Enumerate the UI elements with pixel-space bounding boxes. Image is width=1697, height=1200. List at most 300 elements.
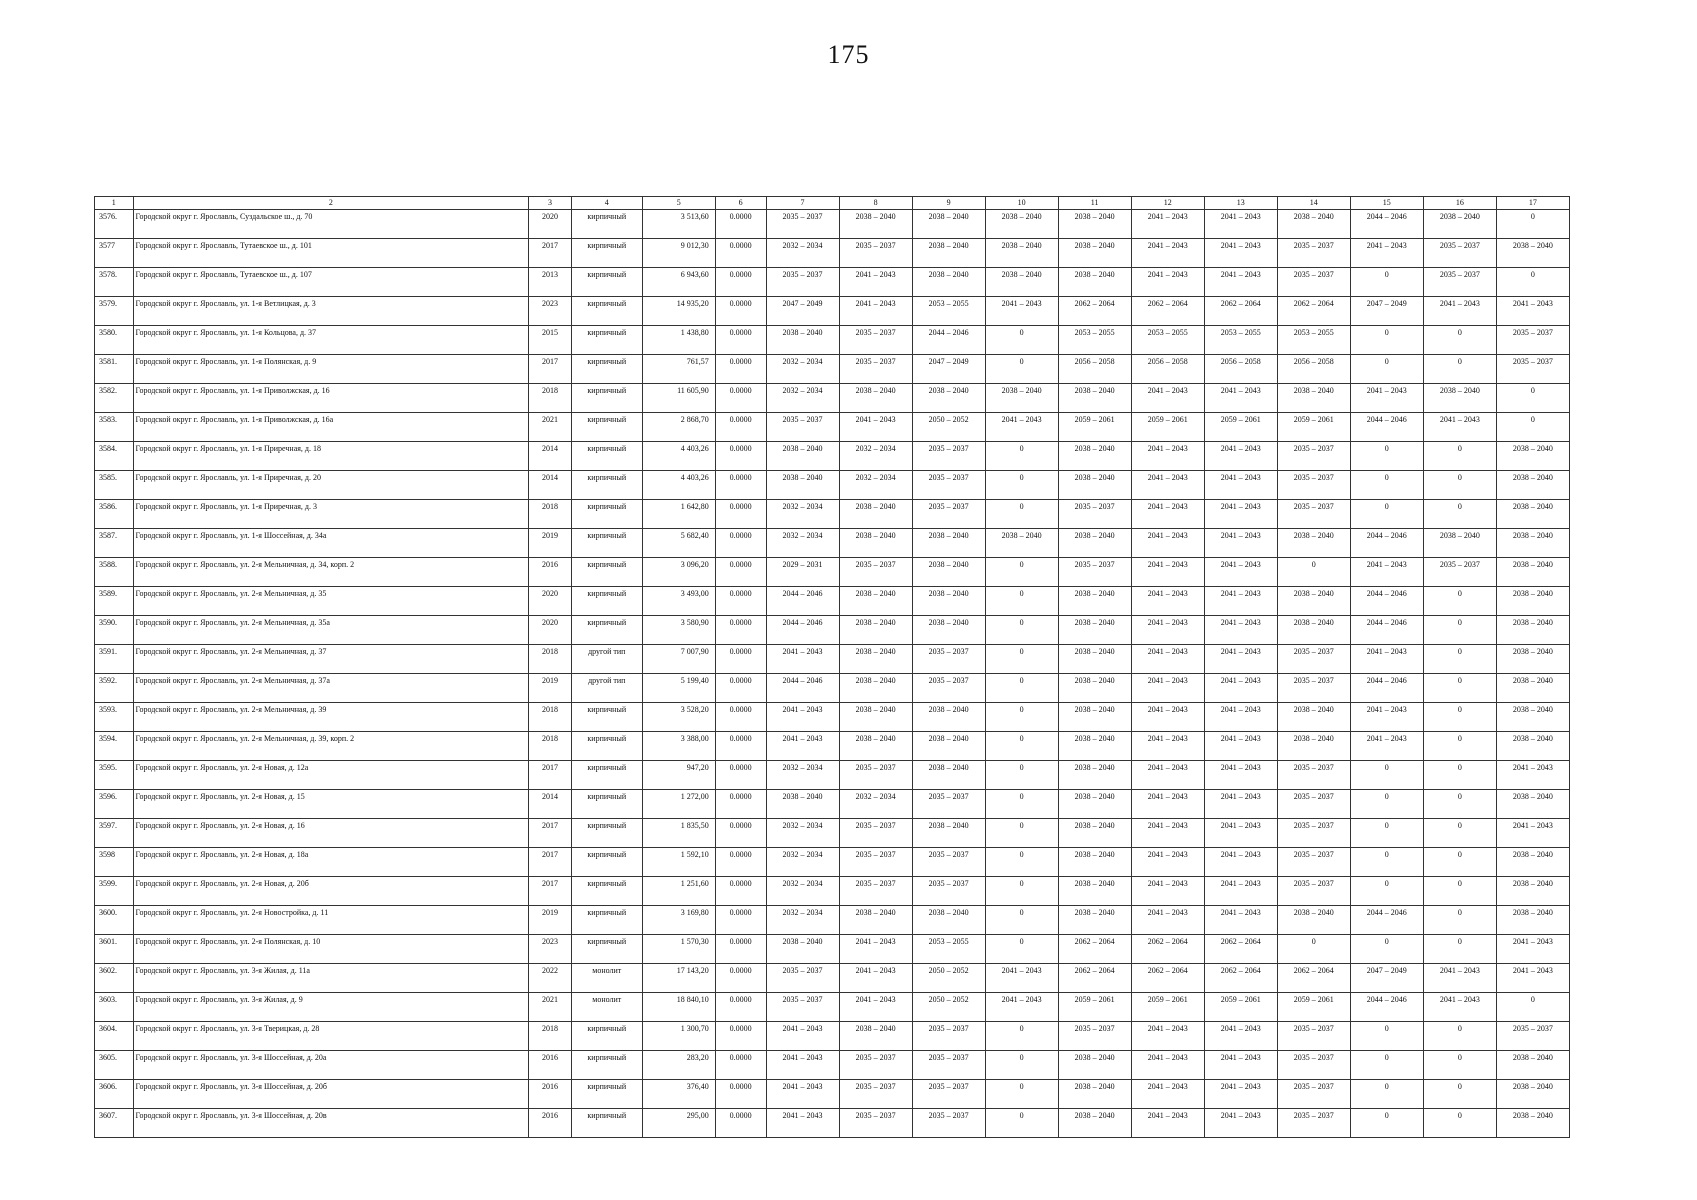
cell-area: 2 868,70: [642, 413, 715, 442]
cell-period-17: 2038 – 2040: [1496, 471, 1569, 500]
cell-period-10: 2041 – 2043: [985, 964, 1058, 993]
cell-area: 3 169,80: [642, 906, 715, 935]
cell-period-12: 2041 – 2043: [1131, 877, 1204, 906]
cell-period-13: 2041 – 2043: [1204, 819, 1277, 848]
cell-period-10: 0: [985, 848, 1058, 877]
cell-period-13: 2062 – 2064: [1204, 935, 1277, 964]
cell-period-14: 2053 – 2055: [1277, 326, 1350, 355]
column-header: 8: [839, 197, 912, 210]
cell-year: 2014: [529, 790, 572, 819]
cell-row-number: 3603.: [95, 993, 134, 1022]
cell-period-14: 2035 – 2037: [1277, 645, 1350, 674]
cell-period-12: 2059 – 2061: [1131, 993, 1204, 1022]
cell-period-7: 2032 – 2034: [766, 877, 839, 906]
cell-area: 1 272,00: [642, 790, 715, 819]
column-header: 13: [1204, 197, 1277, 210]
cell-period-13: 2041 – 2043: [1204, 1051, 1277, 1080]
cell-period-9: 2038 – 2040: [912, 587, 985, 616]
cell-year: 2018: [529, 1022, 572, 1051]
table-row: [95, 210, 1570, 239]
cell-period-9: 2035 – 2037: [912, 1080, 985, 1109]
cell-period-11: 2038 – 2040: [1058, 1080, 1131, 1109]
cell-period-12: 2041 – 2043: [1131, 819, 1204, 848]
cell-period-7: 2029 – 2031: [766, 558, 839, 587]
cell-address: Городской округ г. Ярославль, ул. 2-я Новая, д. 15: [133, 790, 529, 819]
cell-period-16: 0: [1423, 848, 1496, 877]
cell-period-13: 2041 – 2043: [1204, 210, 1277, 239]
cell-period-12: 2041 – 2043: [1131, 1051, 1204, 1080]
cell-row-number: 3582.: [95, 384, 134, 413]
cell-period-17: 2038 – 2040: [1496, 587, 1569, 616]
cell-year: 2013: [529, 268, 572, 297]
cell-share: 0.0000: [715, 1080, 766, 1109]
cell-area: 1 835,50: [642, 819, 715, 848]
cell-period-15: 0: [1350, 1022, 1423, 1051]
cell-period-11: 2038 – 2040: [1058, 848, 1131, 877]
cell-period-16: 2041 – 2043: [1423, 993, 1496, 1022]
cell-period-12: 2041 – 2043: [1131, 848, 1204, 877]
cell-period-15: 0: [1350, 819, 1423, 848]
cell-wall-material: кирпичный: [571, 1022, 642, 1051]
cell-area: 1 251,60: [642, 877, 715, 906]
cell-period-14: 2038 – 2040: [1277, 732, 1350, 761]
cell-period-8: 2038 – 2040: [839, 1022, 912, 1051]
cell-period-13: 2041 – 2043: [1204, 848, 1277, 877]
cell-year: 2017: [529, 819, 572, 848]
cell-period-17: 2041 – 2043: [1496, 935, 1569, 964]
cell-period-11: 2038 – 2040: [1058, 761, 1131, 790]
cell-period-14: 2038 – 2040: [1277, 587, 1350, 616]
cell-period-16: 0: [1423, 703, 1496, 732]
cell-row-number: 3576.: [95, 210, 134, 239]
cell-period-11: 2059 – 2061: [1058, 413, 1131, 442]
cell-area: 295,00: [642, 1109, 715, 1138]
cell-period-16: 2035 – 2037: [1423, 558, 1496, 587]
cell-period-8: 2038 – 2040: [839, 500, 912, 529]
cell-period-10: 0: [985, 616, 1058, 645]
cell-period-12: 2062 – 2064: [1131, 935, 1204, 964]
cell-period-16: 0: [1423, 761, 1496, 790]
cell-period-15: 2041 – 2043: [1350, 645, 1423, 674]
cell-period-9: 2038 – 2040: [912, 732, 985, 761]
cell-period-14: 2035 – 2037: [1277, 877, 1350, 906]
cell-period-10: 0: [985, 442, 1058, 471]
cell-period-9: 2053 – 2055: [912, 935, 985, 964]
table-row: [95, 616, 1570, 645]
cell-period-11: 2038 – 2040: [1058, 268, 1131, 297]
cell-period-16: 2041 – 2043: [1423, 413, 1496, 442]
cell-period-13: 2041 – 2043: [1204, 674, 1277, 703]
table-row: [95, 848, 1570, 877]
cell-period-9: 2050 – 2052: [912, 964, 985, 993]
cell-period-9: 2038 – 2040: [912, 210, 985, 239]
cell-year: 2016: [529, 1051, 572, 1080]
cell-address: Городской округ г. Ярославль, Тутаевское ш., д. 107: [133, 268, 529, 297]
cell-area: 7 007,90: [642, 645, 715, 674]
table-row: [95, 239, 1570, 268]
cell-area: 3 388,00: [642, 732, 715, 761]
cell-area: 3 096,20: [642, 558, 715, 587]
cell-period-17: 2038 – 2040: [1496, 239, 1569, 268]
cell-period-10: 2038 – 2040: [985, 529, 1058, 558]
cell-period-15: 2047 – 2049: [1350, 297, 1423, 326]
cell-period-13: 2053 – 2055: [1204, 326, 1277, 355]
cell-period-12: 2062 – 2064: [1131, 964, 1204, 993]
cell-period-14: 0: [1277, 935, 1350, 964]
column-header: 15: [1350, 197, 1423, 210]
cell-area: 18 840,10: [642, 993, 715, 1022]
cell-period-16: 0: [1423, 1109, 1496, 1138]
cell-wall-material: кирпичный: [571, 210, 642, 239]
cell-period-9: 2038 – 2040: [912, 616, 985, 645]
cell-share: 0.0000: [715, 587, 766, 616]
cell-period-16: 0: [1423, 1080, 1496, 1109]
cell-period-9: 2035 – 2037: [912, 1022, 985, 1051]
cell-period-8: 2038 – 2040: [839, 210, 912, 239]
cell-period-8: 2035 – 2037: [839, 558, 912, 587]
column-header: 17: [1496, 197, 1569, 210]
cell-period-16: 0: [1423, 645, 1496, 674]
cell-period-10: 0: [985, 761, 1058, 790]
cell-period-16: 0: [1423, 877, 1496, 906]
cell-address: Городской округ г. Ярославль, ул. 2-я Новая, д. 20б: [133, 877, 529, 906]
cell-wall-material: кирпичный: [571, 558, 642, 587]
cell-area: 4 403,26: [642, 471, 715, 500]
table-row: [95, 268, 1570, 297]
column-header: 1: [95, 197, 134, 210]
cell-period-17: 2035 – 2037: [1496, 355, 1569, 384]
cell-row-number: 3605.: [95, 1051, 134, 1080]
cell-period-16: 0: [1423, 819, 1496, 848]
cell-period-15: 0: [1350, 761, 1423, 790]
cell-wall-material: кирпичный: [571, 587, 642, 616]
cell-period-8: 2035 – 2037: [839, 326, 912, 355]
cell-share: 0.0000: [715, 268, 766, 297]
cell-year: 2017: [529, 848, 572, 877]
cell-share: 0.0000: [715, 703, 766, 732]
cell-period-17: 0: [1496, 210, 1569, 239]
cell-period-14: 2035 – 2037: [1277, 790, 1350, 819]
cell-period-15: 2041 – 2043: [1350, 703, 1423, 732]
cell-period-16: 0: [1423, 1022, 1496, 1051]
cell-period-10: 2038 – 2040: [985, 210, 1058, 239]
column-header: 11: [1058, 197, 1131, 210]
cell-period-17: 2035 – 2037: [1496, 1022, 1569, 1051]
cell-period-14: 2062 – 2064: [1277, 964, 1350, 993]
cell-wall-material: кирпичный: [571, 1051, 642, 1080]
cell-period-8: 2038 – 2040: [839, 906, 912, 935]
register-table: [94, 196, 1570, 1138]
cell-period-13: 2041 – 2043: [1204, 558, 1277, 587]
cell-period-8: 2035 – 2037: [839, 239, 912, 268]
cell-period-13: 2041 – 2043: [1204, 500, 1277, 529]
cell-period-15: 2044 – 2046: [1350, 993, 1423, 1022]
cell-period-7: 2032 – 2034: [766, 355, 839, 384]
cell-share: 0.0000: [715, 1109, 766, 1138]
cell-period-13: 2041 – 2043: [1204, 1109, 1277, 1138]
cell-period-17: 0: [1496, 413, 1569, 442]
cell-period-12: 2041 – 2043: [1131, 645, 1204, 674]
cell-period-14: 2035 – 2037: [1277, 1109, 1350, 1138]
cell-period-13: 2041 – 2043: [1204, 384, 1277, 413]
cell-year: 2019: [529, 906, 572, 935]
cell-period-16: 0: [1423, 674, 1496, 703]
cell-period-7: 2047 – 2049: [766, 297, 839, 326]
cell-period-15: 2044 – 2046: [1350, 529, 1423, 558]
cell-year: 2019: [529, 529, 572, 558]
cell-row-number: 3591.: [95, 645, 134, 674]
cell-period-15: 0: [1350, 500, 1423, 529]
column-header: 12: [1131, 197, 1204, 210]
cell-period-11: 2062 – 2064: [1058, 964, 1131, 993]
cell-period-13: 2041 – 2043: [1204, 616, 1277, 645]
cell-period-16: 2035 – 2037: [1423, 268, 1496, 297]
cell-period-17: 2038 – 2040: [1496, 1080, 1569, 1109]
cell-period-15: 0: [1350, 1109, 1423, 1138]
cell-period-11: 2038 – 2040: [1058, 384, 1131, 413]
cell-area: 4 403,26: [642, 442, 715, 471]
cell-period-15: 0: [1350, 1080, 1423, 1109]
cell-period-9: 2035 – 2037: [912, 877, 985, 906]
cell-period-17: 2038 – 2040: [1496, 790, 1569, 819]
cell-row-number: 3579.: [95, 297, 134, 326]
cell-period-13: 2059 – 2061: [1204, 413, 1277, 442]
cell-period-13: 2062 – 2064: [1204, 297, 1277, 326]
cell-period-12: 2056 – 2058: [1131, 355, 1204, 384]
cell-period-15: 0: [1350, 790, 1423, 819]
cell-row-number: 3588.: [95, 558, 134, 587]
cell-wall-material: кирпичный: [571, 355, 642, 384]
cell-period-7: 2032 – 2034: [766, 761, 839, 790]
column-header: 7: [766, 197, 839, 210]
cell-row-number: 3592.: [95, 674, 134, 703]
cell-period-17: 2038 – 2040: [1496, 703, 1569, 732]
column-header: 14: [1277, 197, 1350, 210]
cell-period-10: 0: [985, 1109, 1058, 1138]
cell-wall-material: кирпичный: [571, 529, 642, 558]
cell-period-7: 2041 – 2043: [766, 1051, 839, 1080]
cell-address: Городской округ г. Ярославль, ул. 1-я Приречная, д. 20: [133, 471, 529, 500]
cell-address: Городской округ г. Ярославль, ул. 2-я Мельничная, д. 39, корп. 2: [133, 732, 529, 761]
cell-year: 2022: [529, 964, 572, 993]
column-header: 16: [1423, 197, 1496, 210]
cell-period-7: 2032 – 2034: [766, 500, 839, 529]
cell-period-7: 2041 – 2043: [766, 1109, 839, 1138]
cell-area: 14 935,20: [642, 297, 715, 326]
column-header: 3: [529, 197, 572, 210]
cell-share: 0.0000: [715, 210, 766, 239]
cell-address: Городской округ г. Ярославль, Суздальское ш., д. 70: [133, 210, 529, 239]
cell-period-7: 2035 – 2037: [766, 268, 839, 297]
cell-year: 2017: [529, 877, 572, 906]
table-row: [95, 587, 1570, 616]
cell-row-number: 3590.: [95, 616, 134, 645]
cell-period-14: 2035 – 2037: [1277, 1022, 1350, 1051]
cell-period-8: 2035 – 2037: [839, 819, 912, 848]
cell-period-8: 2041 – 2043: [839, 964, 912, 993]
cell-period-11: 2038 – 2040: [1058, 529, 1131, 558]
cell-period-17: 2041 – 2043: [1496, 964, 1569, 993]
table-row: [95, 326, 1570, 355]
cell-row-number: 3589.: [95, 587, 134, 616]
cell-address: Городской округ г. Ярославль, ул. 2-я Мельничная, д. 39: [133, 703, 529, 732]
cell-period-9: 2038 – 2040: [912, 906, 985, 935]
table-row: [95, 819, 1570, 848]
cell-period-7: 2041 – 2043: [766, 1080, 839, 1109]
cell-share: 0.0000: [715, 413, 766, 442]
column-header: 2: [133, 197, 529, 210]
cell-row-number: 3585.: [95, 471, 134, 500]
cell-period-11: 2038 – 2040: [1058, 239, 1131, 268]
cell-period-11: 2056 – 2058: [1058, 355, 1131, 384]
cell-wall-material: кирпичный: [571, 703, 642, 732]
cell-period-9: 2044 – 2046: [912, 326, 985, 355]
cell-period-14: 2038 – 2040: [1277, 529, 1350, 558]
cell-period-13: 2041 – 2043: [1204, 790, 1277, 819]
cell-share: 0.0000: [715, 964, 766, 993]
cell-period-8: 2041 – 2043: [839, 297, 912, 326]
cell-year: 2018: [529, 500, 572, 529]
cell-period-14: 2059 – 2061: [1277, 993, 1350, 1022]
cell-period-13: 2041 – 2043: [1204, 906, 1277, 935]
table-row: [95, 790, 1570, 819]
cell-period-14: 2035 – 2037: [1277, 1051, 1350, 1080]
cell-period-14: 2035 – 2037: [1277, 442, 1350, 471]
cell-period-15: 0: [1350, 442, 1423, 471]
cell-year: 2017: [529, 761, 572, 790]
cell-period-17: 2038 – 2040: [1496, 674, 1569, 703]
cell-area: 376,40: [642, 1080, 715, 1109]
cell-address: Городской округ г. Ярославль, ул. 2-я Мельничная, д. 35: [133, 587, 529, 616]
cell-share: 0.0000: [715, 442, 766, 471]
cell-period-11: 2062 – 2064: [1058, 935, 1131, 964]
cell-year: 2017: [529, 239, 572, 268]
cell-period-17: 0: [1496, 268, 1569, 297]
cell-period-12: 2041 – 2043: [1131, 384, 1204, 413]
cell-period-9: 2035 – 2037: [912, 674, 985, 703]
cell-period-12: 2041 – 2043: [1131, 1022, 1204, 1051]
cell-period-14: 2056 – 2058: [1277, 355, 1350, 384]
cell-period-7: 2035 – 2037: [766, 964, 839, 993]
cell-period-16: 2041 – 2043: [1423, 964, 1496, 993]
cell-address: Городской округ г. Ярославль, ул. 2-я Полянская, д. 10: [133, 935, 529, 964]
cell-year: 2014: [529, 442, 572, 471]
table-row: [95, 500, 1570, 529]
cell-period-11: 2035 – 2037: [1058, 1022, 1131, 1051]
cell-period-11: 2059 – 2061: [1058, 993, 1131, 1022]
cell-wall-material: кирпичный: [571, 1080, 642, 1109]
table-row: [95, 906, 1570, 935]
cell-period-7: 2035 – 2037: [766, 210, 839, 239]
cell-period-7: 2044 – 2046: [766, 616, 839, 645]
cell-period-11: 2038 – 2040: [1058, 645, 1131, 674]
cell-period-9: 2035 – 2037: [912, 1109, 985, 1138]
cell-period-7: 2035 – 2037: [766, 993, 839, 1022]
cell-wall-material: другой тип: [571, 674, 642, 703]
cell-period-17: 2041 – 2043: [1496, 297, 1569, 326]
cell-period-10: 0: [985, 790, 1058, 819]
cell-period-8: 2038 – 2040: [839, 529, 912, 558]
cell-period-9: 2038 – 2040: [912, 703, 985, 732]
cell-address: Городской округ г. Ярославль, ул. 3-я Шоссейная, д. 20б: [133, 1080, 529, 1109]
cell-period-17: 2038 – 2040: [1496, 1051, 1569, 1080]
cell-period-9: 2050 – 2052: [912, 413, 985, 442]
cell-period-8: 2035 – 2037: [839, 1109, 912, 1138]
cell-address: Городской округ г. Ярославль, ул. 1-я Приречная, д. 3: [133, 500, 529, 529]
cell-period-10: 2038 – 2040: [985, 239, 1058, 268]
cell-address: Городской округ г. Ярославль, ул. 1-я Ветлицкая, д. 3: [133, 297, 529, 326]
cell-period-16: 0: [1423, 790, 1496, 819]
cell-period-13: 2041 – 2043: [1204, 761, 1277, 790]
cell-row-number: 3583.: [95, 413, 134, 442]
column-header: 6: [715, 197, 766, 210]
cell-period-14: 2062 – 2064: [1277, 297, 1350, 326]
cell-period-10: 2038 – 2040: [985, 268, 1058, 297]
cell-period-9: 2038 – 2040: [912, 268, 985, 297]
cell-period-8: 2035 – 2037: [839, 761, 912, 790]
cell-wall-material: кирпичный: [571, 906, 642, 935]
cell-period-15: 0: [1350, 355, 1423, 384]
cell-period-12: 2041 – 2043: [1131, 1109, 1204, 1138]
cell-period-9: 2035 – 2037: [912, 645, 985, 674]
cell-period-7: 2038 – 2040: [766, 790, 839, 819]
cell-period-15: 2044 – 2046: [1350, 413, 1423, 442]
table-row: [95, 877, 1570, 906]
cell-period-16: 0: [1423, 616, 1496, 645]
cell-period-14: 2038 – 2040: [1277, 703, 1350, 732]
cell-period-13: 2041 – 2043: [1204, 1080, 1277, 1109]
cell-year: 2020: [529, 210, 572, 239]
cell-period-17: 2038 – 2040: [1496, 877, 1569, 906]
cell-period-11: 2038 – 2040: [1058, 703, 1131, 732]
cell-share: 0.0000: [715, 471, 766, 500]
cell-period-8: 2041 – 2043: [839, 413, 912, 442]
cell-period-15: 2041 – 2043: [1350, 732, 1423, 761]
cell-area: 283,20: [642, 1051, 715, 1080]
cell-period-15: 0: [1350, 877, 1423, 906]
cell-period-16: 2038 – 2040: [1423, 529, 1496, 558]
cell-period-13: 2059 – 2061: [1204, 993, 1277, 1022]
table-body: [95, 210, 1570, 1138]
cell-share: 0.0000: [715, 935, 766, 964]
cell-period-11: 2035 – 2037: [1058, 500, 1131, 529]
cell-period-10: 0: [985, 1051, 1058, 1080]
cell-period-8: 2038 – 2040: [839, 645, 912, 674]
cell-area: 947,20: [642, 761, 715, 790]
cell-wall-material: кирпичный: [571, 413, 642, 442]
cell-period-10: 0: [985, 1080, 1058, 1109]
table-row: [95, 1022, 1570, 1051]
cell-period-17: 2038 – 2040: [1496, 645, 1569, 674]
cell-period-13: 2041 – 2043: [1204, 471, 1277, 500]
cell-period-16: 0: [1423, 1051, 1496, 1080]
cell-share: 0.0000: [715, 848, 766, 877]
cell-wall-material: другой тип: [571, 645, 642, 674]
cell-period-14: 0: [1277, 558, 1350, 587]
cell-area: 11 605,90: [642, 384, 715, 413]
cell-year: 2020: [529, 587, 572, 616]
cell-area: 1 592,10: [642, 848, 715, 877]
cell-period-10: 0: [985, 355, 1058, 384]
cell-period-17: 2038 – 2040: [1496, 906, 1569, 935]
cell-address: Городской округ г. Ярославль, ул. 1-я Кольцова, д. 37: [133, 326, 529, 355]
cell-share: 0.0000: [715, 239, 766, 268]
cell-period-8: 2038 – 2040: [839, 587, 912, 616]
cell-period-8: 2035 – 2037: [839, 1051, 912, 1080]
table-row: [95, 471, 1570, 500]
cell-period-7: 2041 – 2043: [766, 703, 839, 732]
cell-period-13: 2041 – 2043: [1204, 442, 1277, 471]
